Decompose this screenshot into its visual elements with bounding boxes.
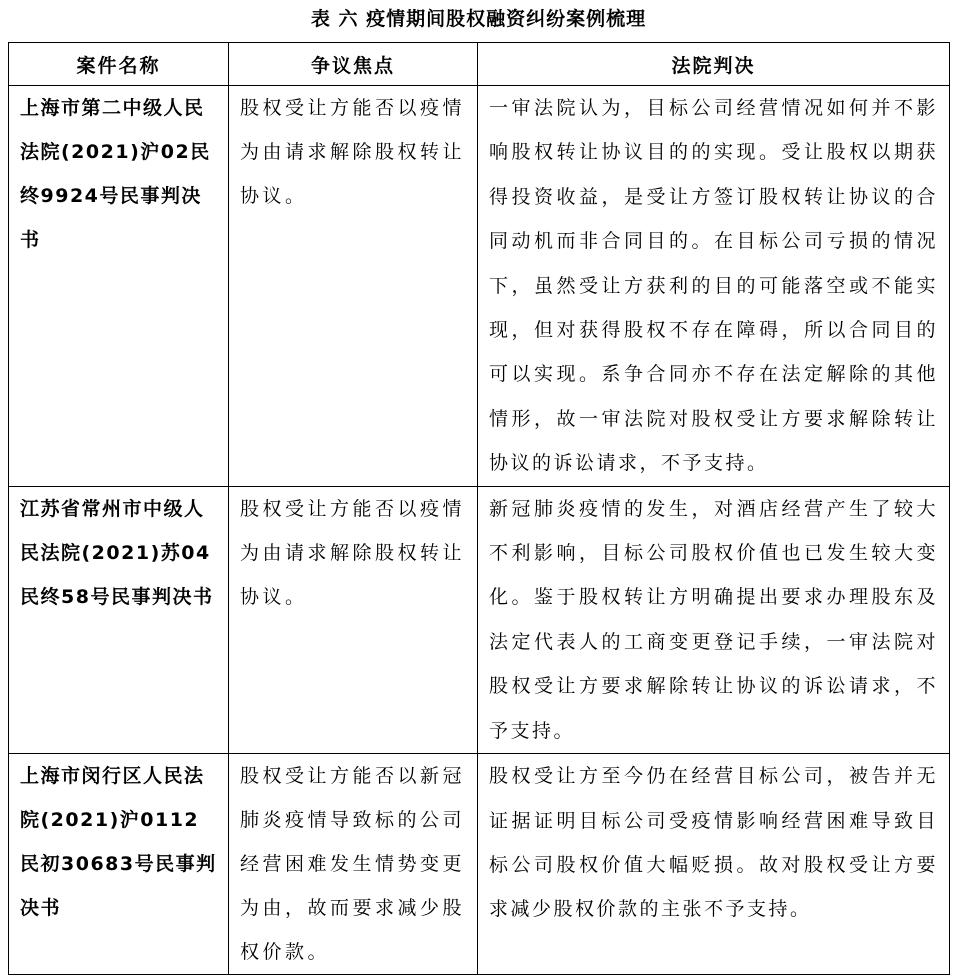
- court-ruling-cell: 一审法院认为，目标公司经营情况如何并不影响股权转让协议目的的实现。受让股权以期获得投资收益，是受让方签订股权转让协议的合同动机而非合同目的。在目标公司亏损的情况下，虽然受让方获利的目的可能落空或不能实现，但对获得股权不存在障碍，所以合同目的可以实现。系争合同亦不存在法定解除的其他情形，故一审法院对股权受让方要求解除转让协议的诉讼请求，不予支持。: [478, 86, 950, 487]
- table-row: [9, 754, 950, 975]
- table-header-row: [9, 43, 950, 86]
- header-court-ruling: 法院判决: [478, 43, 950, 86]
- case-name-cell: 上海市第二中级人民法院(2021)沪02民终9924号民事判决书: [9, 86, 229, 487]
- header-dispute-focus: 争议焦点: [229, 43, 478, 86]
- dispute-focus-cell: 股权受让方能否以疫情为由请求解除股权转让协议。: [229, 486, 478, 753]
- case-name-cell: 江苏省常州市中级人民法院(2021)苏04民终58号民事判决书: [9, 486, 229, 753]
- case-table: [8, 42, 950, 975]
- court-ruling-cell: 新冠肺炎疫情的发生，对酒店经营产生了较大不利影响，目标公司股权价值也已发生较大变化。鉴于股权转让方明确提出要求办理股东及法定代表人的工商变更登记手续，一审法院对股权受让方要求解除转让协议的诉讼请求，不予支持。: [478, 486, 950, 753]
- header-case-name: 案件名称: [9, 43, 229, 86]
- court-ruling-cell: 股权受让方至今仍在经营目标公司，被告并无证据证明目标公司受疫情影响经营困难导致目标公司股权价值大幅贬损。故对股权受让方要求减少股权价款的主张不予支持。: [478, 754, 950, 975]
- table-row: [9, 486, 950, 753]
- dispute-focus-cell: 股权受让方能否以新冠肺炎疫情导致标的公司经营困难发生情势变更为由，故而要求减少股权价款。: [229, 754, 478, 975]
- table-row: [9, 86, 950, 487]
- table-caption: 表 六 疫情期间股权融资纠纷案例梳理: [310, 8, 647, 30]
- dispute-focus-cell: 股权受让方能否以疫情为由请求解除股权转让协议。: [229, 86, 478, 487]
- case-name-cell: 上海市闵行区人民法院(2021)沪0112民初30683号民事判决书: [9, 754, 229, 975]
